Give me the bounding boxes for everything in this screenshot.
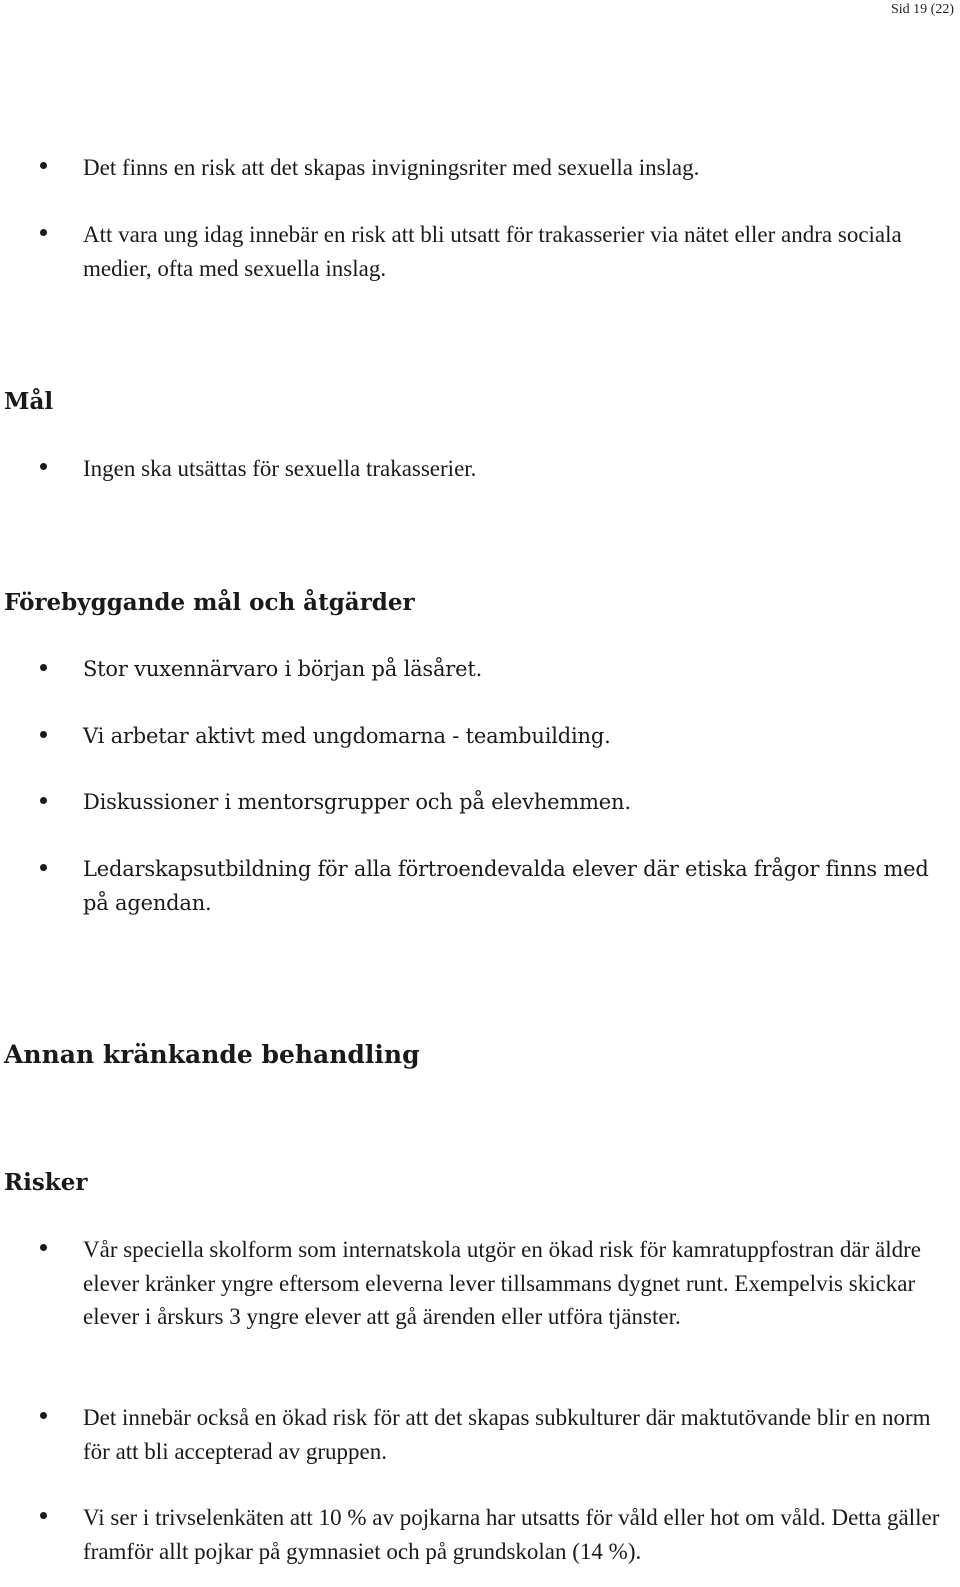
list-item-text: Diskussioner i mentorsgrupper och på elevhemmen. bbox=[83, 790, 631, 814]
list-item-text: Att vara ung idag innebär en risk att bli utsatt för trakasserier via nätet eller andra sociala medier, ofta med sexuella inslag. bbox=[83, 222, 902, 281]
list-item-text: Ledarskapsutbildning för alla förtroendevalda elever där etiska frågor finns med på agendan. bbox=[83, 857, 929, 915]
bullet-icon bbox=[40, 1512, 47, 1519]
bullet-icon bbox=[40, 864, 47, 871]
bullet-icon bbox=[40, 229, 47, 236]
bullet-icon bbox=[40, 463, 47, 470]
list-item-text: Det innebär också en ökad risk för att det skapas subkulturer där maktutövande blir en norm för att bli accepterad av gruppen. bbox=[83, 1405, 931, 1464]
section-heading-mal: Mål bbox=[4, 388, 54, 415]
section-heading-risker: Risker bbox=[4, 1169, 88, 1196]
list-item-text: Ingen ska utsättas för sexuella trakasserier. bbox=[83, 456, 477, 481]
page-number: Sid 19 (22) bbox=[891, 2, 954, 17]
list-item-text: Vår speciella skolform som internatskola utgör en ökad risk för kamratuppfostran där äldre elever kränker yngre eftersom eleverna lever tillsammans dygnet runt. Exempelvis skickar elever i årskurs 3 yngre elever att gå ärenden eller utföra tjänster. bbox=[83, 1237, 921, 1329]
section-heading-forebyggande: Förebyggande mål och åtgärder bbox=[4, 589, 415, 616]
section-heading-annan: Annan kränkande behandling bbox=[4, 1040, 420, 1069]
list-item-text: Vi ser i trivselenkäten att 10 % av pojkarna har utsatts för våld eller hot om våld. Detta gäller framför allt pojkar på gymnasiet och på grundskolan (14 %). bbox=[83, 1505, 940, 1564]
list-item-text: Stor vuxennärvaro i början på läsåret. bbox=[83, 657, 483, 681]
list-item-text: Vi arbetar aktivt med ungdomarna - teambuilding. bbox=[83, 724, 611, 748]
bullet-icon bbox=[40, 664, 47, 671]
bullet-icon bbox=[40, 1244, 47, 1251]
bullet-icon bbox=[40, 162, 47, 169]
bullet-icon bbox=[40, 731, 47, 738]
list-item-text: Det finns en risk att det skapas invigningsriter med sexuella inslag. bbox=[83, 155, 700, 180]
bullet-icon bbox=[40, 1412, 47, 1419]
bullet-icon bbox=[40, 797, 47, 804]
